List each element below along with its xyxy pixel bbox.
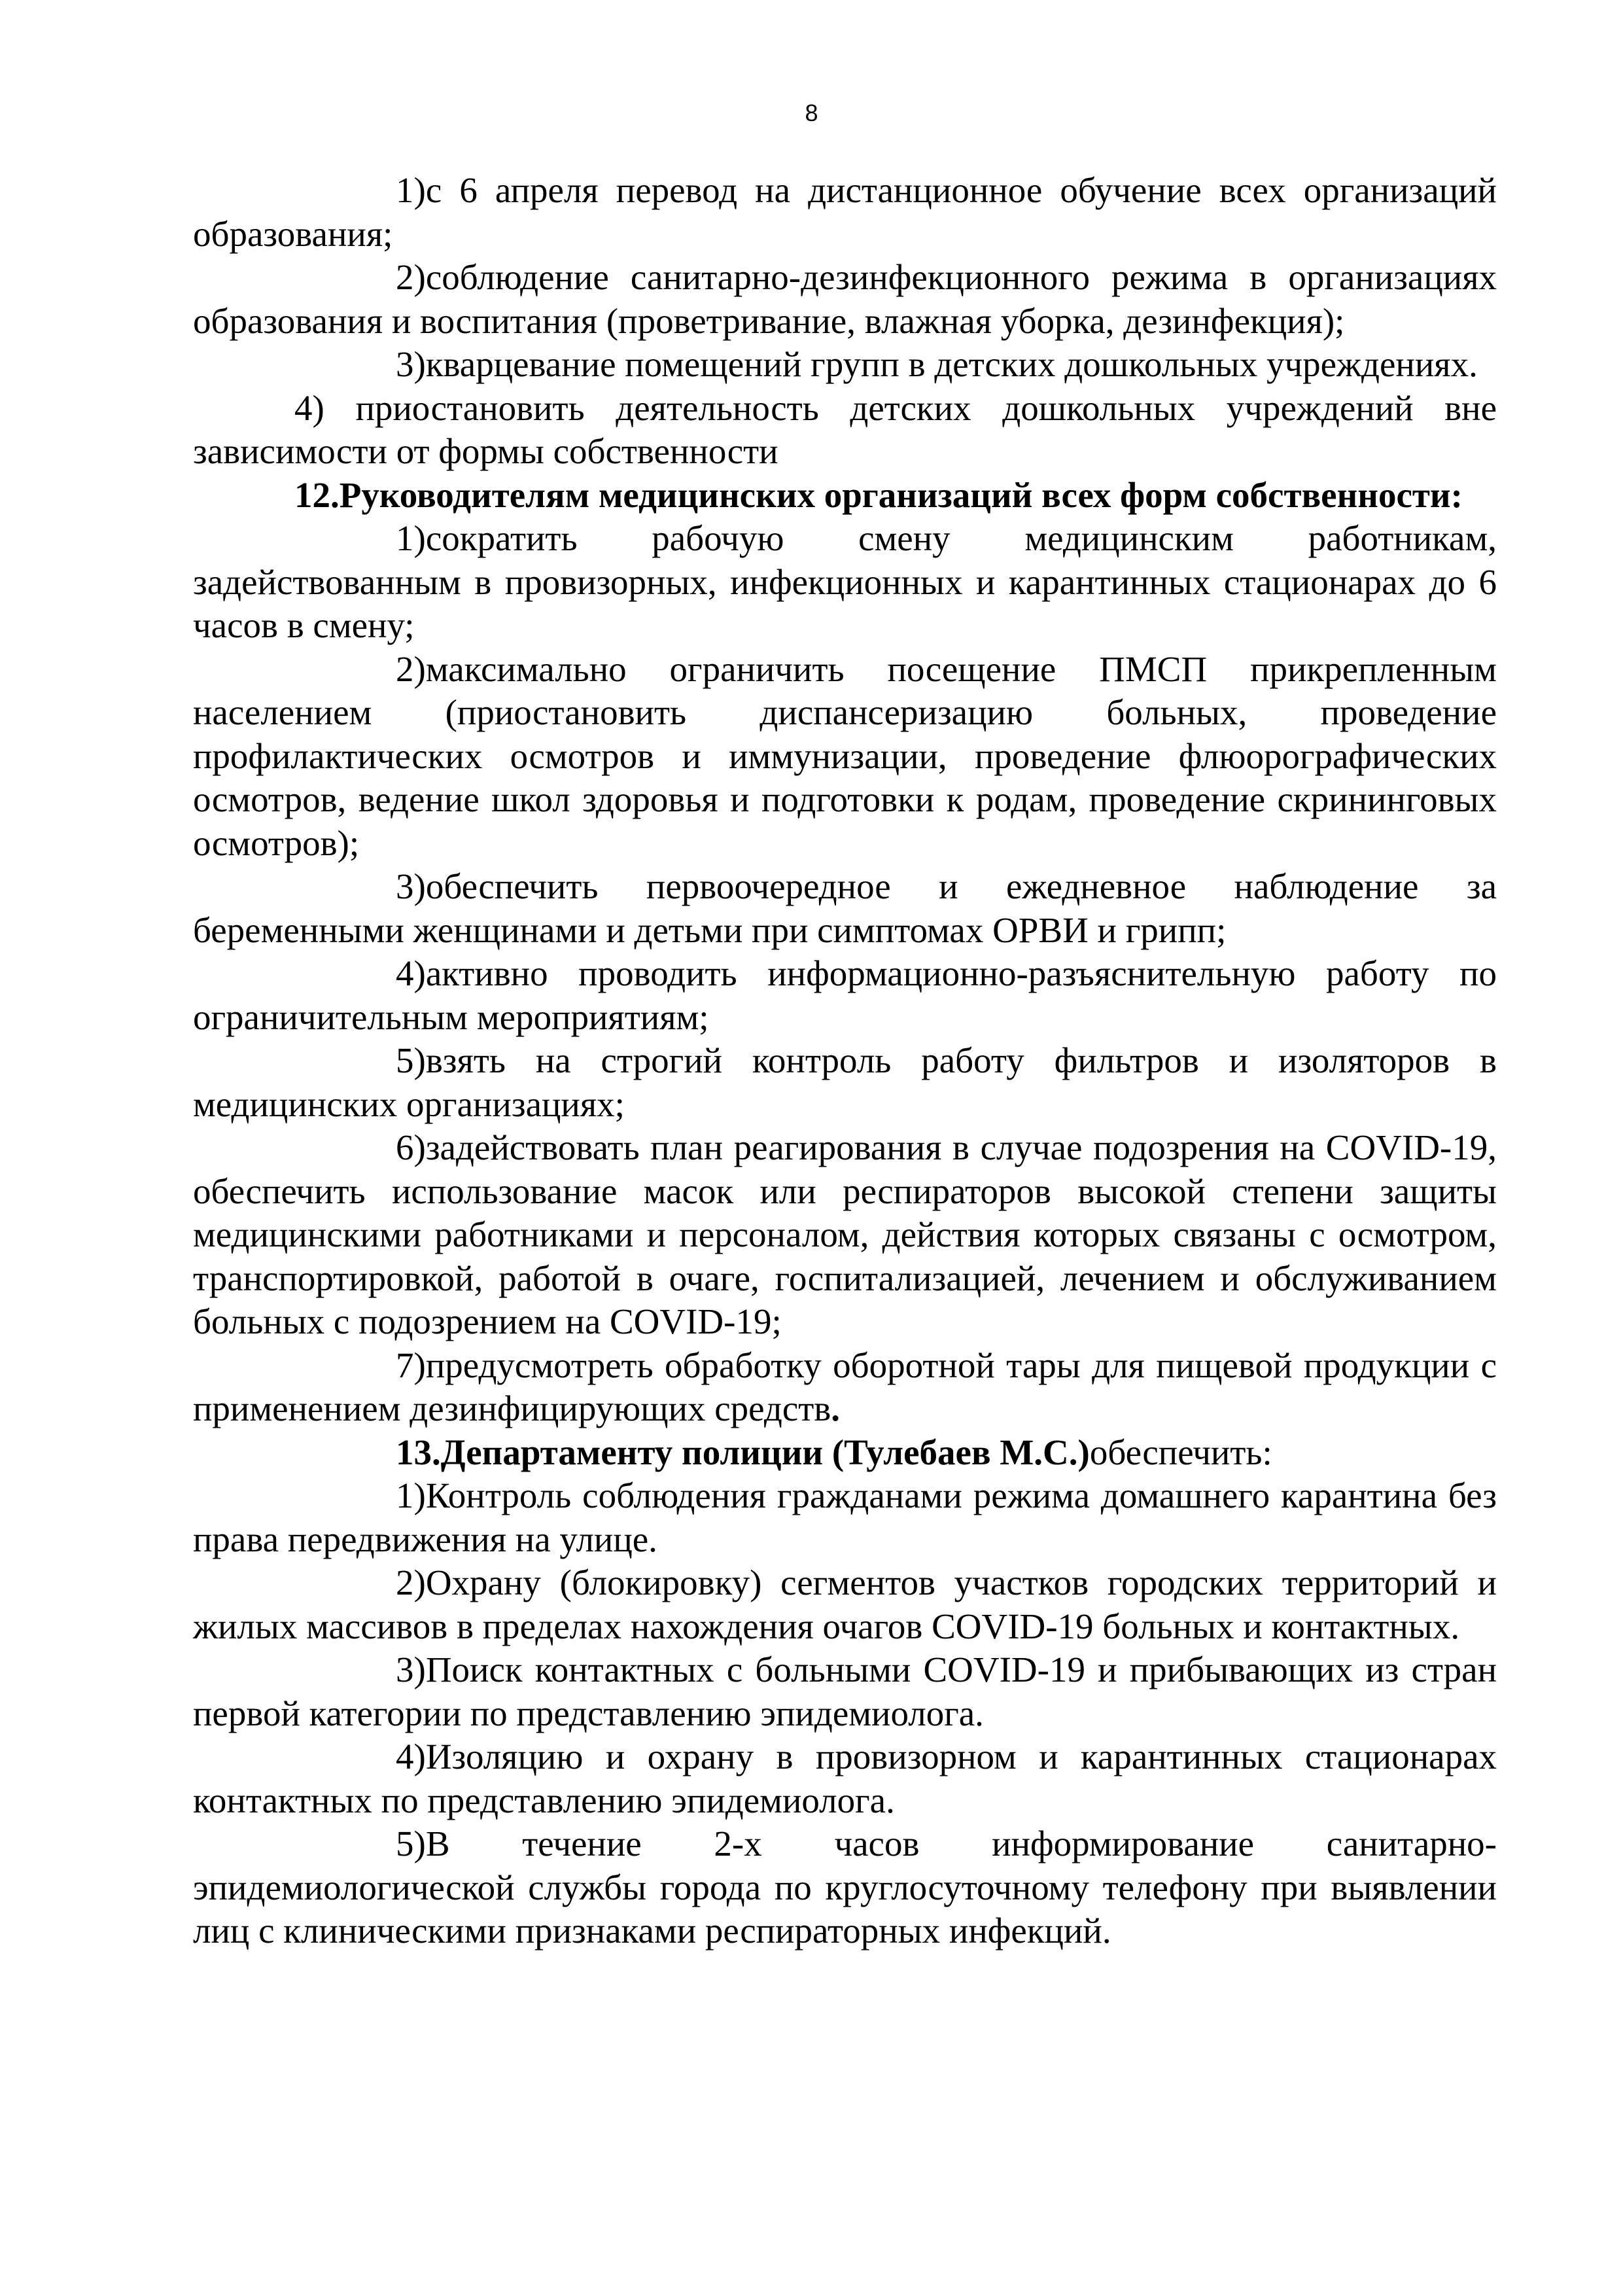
list-item [193, 1039, 1497, 1126]
item-text: соблюдение санитарно-дезинфекционного режима в организациях образования и воспитания (проветривание, влажная уборка, дезинфекция); [193, 257, 1497, 341]
section-heading: 12.Руководителям медицинских организаций всех форм собственности: [294, 474, 1463, 515]
item-number: 4) [396, 953, 426, 993]
list-item [193, 1735, 1497, 1822]
item-text: взять на строгий контроль работу фильтров и изоляторов в медицинских организациях; [193, 1040, 1497, 1124]
item-text: с 6 апреля перевод на дистанционное обучение всех организаций образования; [193, 170, 1497, 254]
page-number: 8 [805, 99, 818, 126]
item-text: Изоляцию и охрану в провизорном и карантинных стационарах контактных по представлению эпидемиолога. [193, 1737, 1497, 1820]
item-text: активно проводить информационно-разъяснительную работу по ограничительным мероприятиям; [193, 953, 1497, 1037]
item-text: Поиск контактных с больными COVID-19 и прибывающих из стран первой категории по представлению эпидемиолога. [193, 1650, 1497, 1733]
item-number: 1) [396, 1475, 426, 1515]
item-text: Контроль соблюдения гражданами режима домашнего карантина без права передвижения на улице. [193, 1475, 1497, 1559]
list-item [193, 1344, 1497, 1431]
item-number: 1) [396, 170, 426, 210]
item-number: 3) [396, 1650, 426, 1689]
item-text: максимально ограничить посещение ПМСП прикрепленным населением (приостановить диспансеризацию больных, проведение профилактических осмотров и иммунизации, проведение флюорографических осмотров, ведение школ здоровья и подготовки к родам, проведение скрининговых осмотров); [193, 648, 1497, 863]
section-heading-rest: обеспечить: [1089, 1432, 1272, 1472]
item-text: кварцевание помещений групп в детских дошкольных учреждениях. [425, 344, 1478, 384]
list-item [193, 517, 1497, 648]
item-number: 2) [396, 1563, 426, 1602]
item-number: 5) [396, 1040, 426, 1080]
item-number: 2) [396, 257, 426, 297]
list-item [193, 1822, 1497, 1953]
list-item [193, 1648, 1497, 1735]
list-item [193, 952, 1497, 1039]
document-body [193, 169, 1497, 1953]
item-number: 3) [396, 344, 426, 384]
list-item [193, 1474, 1497, 1561]
section-heading-bold: Департаменту полиции (Тулебаев М.С.) [440, 1432, 1090, 1472]
item-number: 6) [396, 1127, 426, 1167]
section-number: 13. [396, 1432, 441, 1472]
section-heading [193, 1431, 1497, 1475]
item-text: задействовать план реагирования в случае подозрения на COVID-19, обеспечить использование масок или респираторов высокой степени защиты медицинскими работниками и персоналом, действия которых связаны с осмотром, транспортировкой, работой в очаге, госпитализацией, лечением и обслуживанием больных с подозрением на COVID-19; [193, 1127, 1497, 1341]
item-text: обеспечить первоочередное и ежедневное наблюдение за беременными женщинами и детьми при симптомах ОРВИ и грипп; [193, 866, 1497, 950]
item-number: 4) [396, 1737, 426, 1776]
item-text: предусмотреть обработку оборотной тары для пищевой продукции с применением дезинфицирующих средств [193, 1345, 1497, 1428]
item-number: 1) [396, 518, 426, 558]
item-number: 5) [396, 1824, 426, 1863]
list-item [193, 169, 1497, 256]
list-item [193, 1126, 1497, 1344]
list-item [193, 865, 1497, 952]
list-item: 4) приостановить деятельность детских дошкольных учреждений вне зависимости от формы собственности [193, 387, 1497, 471]
item-end-period: . [831, 1388, 841, 1428]
list-item [193, 343, 1497, 387]
item-number: 7) [396, 1345, 426, 1385]
list-item [193, 256, 1497, 343]
item-number: 3) [396, 866, 426, 906]
list-item [193, 1561, 1497, 1648]
item-number: 2) [396, 648, 426, 689]
item-text: сократить рабочую смену медицинским работникам, задействованным в провизорных, инфекционных и карантинных стационарах до 6 часов в смену; [193, 518, 1497, 645]
list-item [193, 648, 1497, 866]
item-text: В течение 2-х часов информирование санитарно-эпидемиологической службы города по круглосуточному телефону при выявлении лиц с клиническими признаками респираторных инфекций. [193, 1824, 1497, 1951]
item-text: Охрану (блокировку) сегментов участков городских территорий и жилых массивов в пределах нахождения очагов COVID-19 больных и контактных. [193, 1563, 1497, 1646]
